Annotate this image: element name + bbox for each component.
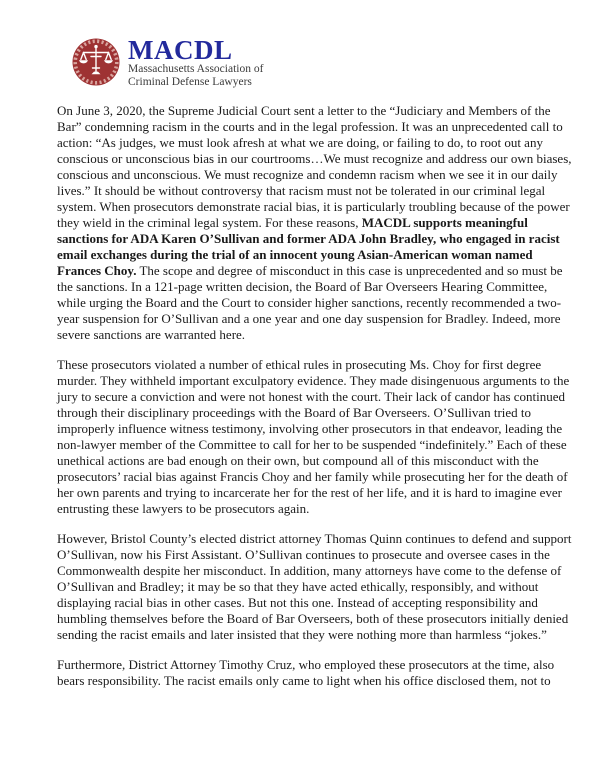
paragraph [57,657,575,689]
paragraph [57,103,575,343]
logo-org-name [128,63,263,89]
scales-of-justice-seal-icon [71,37,121,87]
bold-text-segment: MACDL supports meaningful sanctions for ADA Karen O’Sullivan and former ADA John Bradley, who engaged in racist email exchanges during the trial of an innocent young Asian-American woman named Frances Choy. [57,215,560,278]
logo-acronym: MACDL [128,35,233,65]
paragraph [57,531,575,643]
text-segment: However, Bristol County’s elected district attorney Thomas Quinn continues to defend and support O’Sullivan, now his First Assistant. O’Sullivan continues to prosecute and oversee cases in the Commonwealth despite her misconduct. In addition, many attorneys have come to the defense of O’Sullivan and Bradley; it may be so that they have acted ethically, responsibly, and without displaying racial bias in other cases. But not this one. Instead of accepting responsibility and humbling themselves before the Board of Bar Overseers, both of these prosecutors initially denied sending the racist emails and later insisted that they were nothing more than harmless “jokes.” [57,531,572,642]
text-segment: These prosecutors violated a number of ethical rules in prosecuting Ms. Choy for first degree murder. They withheld important exculpatory evidence. They made disingenuous arguments to the jury to secure a conviction and were not honest with the court. Their lack of candor has continued through their disciplinary proceedings with the Board of Bar Overseers. O’Sullivan tried to improperly influence witness testimony, involving other prosecutors in that endeavor, leading the non-lawyer member of the Committee to call for her to be suspended “indefinitely.” Each of these unethical actions are bad enough on their own, but compound all of this misconduct with the prosecutors’ racial bias against Francis Choy and her family while prosecuting her for the death of her own parents and trying to incarcerate her for the rest of her life, and it is hard to imagine ever entrusting these lawyers to be prosecutors again. [57,357,570,516]
text-segment: The scope and degree of misconduct in this case is unprecedented and so must be the sanctions. In a 121-page written decision, the Board of Bar Overseers Hearing Committee, while urging the Board and the Court to consider higher sanctions, recently recommended a two-year suspension for O’Sullivan and a one year and one day suspension for Bradley. Indeed, more severe sanctions are warranted here. [57,263,563,342]
logo-org-name-line1: Massachusetts Association of [128,63,264,75]
paragraph [57,357,575,517]
text-segment: On June 3, 2020, the Supreme Judicial Court sent a letter to the “Judiciary and Members of the Bar” condemning racism in the courts and in the legal profession. It was an unprecedented call to action: “As judges, we must look afresh at what we are doing, or failing to do, to root out any conscious or unconscious bias in our courtrooms…We must recognize and address our own biases, conscious and unconscious. We must recognize and condemn racism when we see it in our daily lives.” It should be without controversy that racism must not be tolerated in our criminal legal system. When prosecutors demonstrate racial bias, it is particularly troubling because of the power they wield in the criminal legal system. For these reasons, [57,103,572,230]
logo-text [128,35,263,89]
letter-body [57,103,575,703]
text-segment: Furthermore, District Attorney Timothy Cruz, who employed these prosecutors at the time, also bears responsibility. The racist emails only came to light when his office disclosed them, not to [57,657,555,688]
logo-org-name-line2: Criminal Defense Lawyers [128,76,252,88]
macdl-logo [71,35,263,89]
